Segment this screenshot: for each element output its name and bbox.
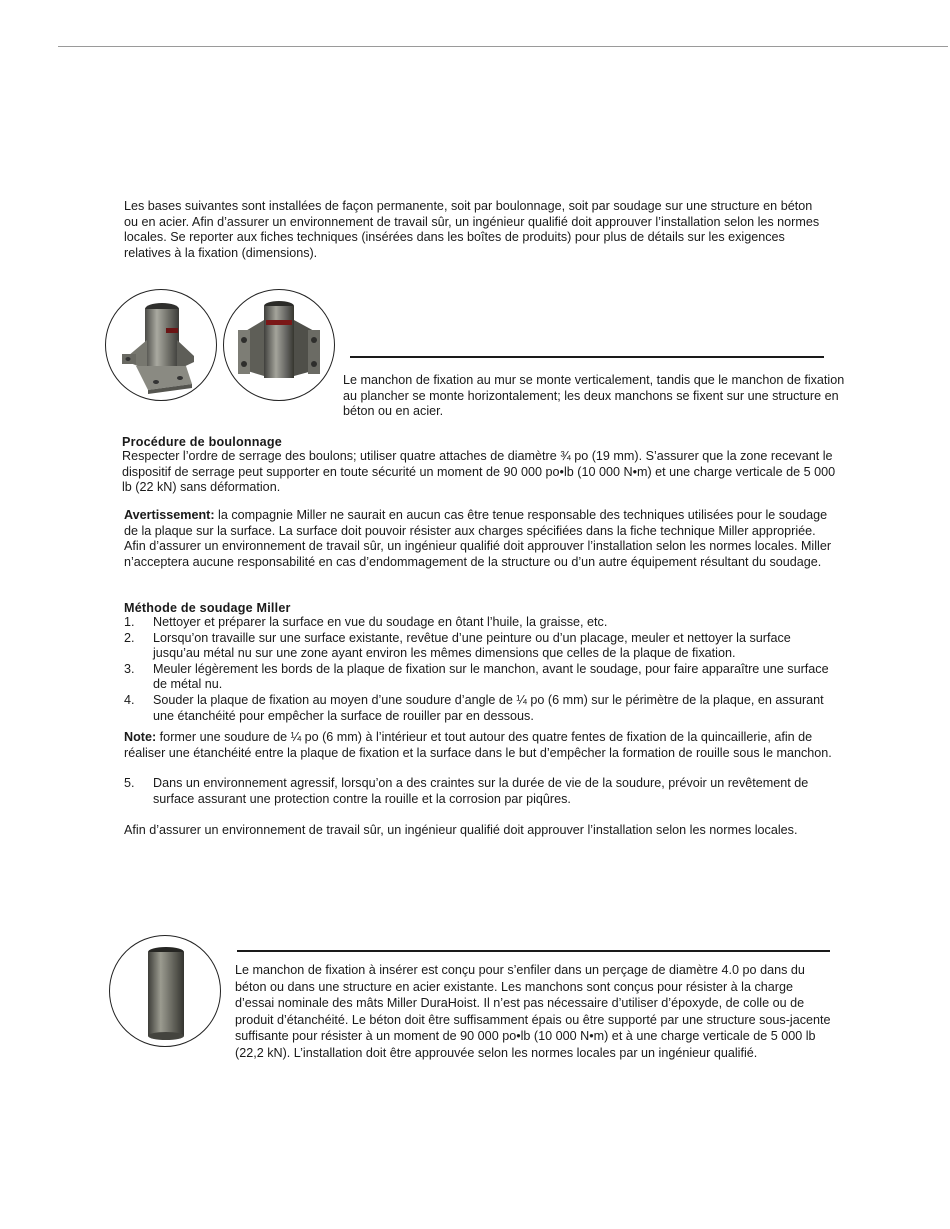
welding-steps — [124, 615, 832, 724]
intro-paragraph: Les bases suivantes sont installées de façon permanente, soit par boulonnage, soit par soudage sur une structure en béton ou en acier. Afin d’assurer un environnement de travail sûr, un ingénieur qualifié doit approuver l’installation selon les normes locales. Se reporter aux fiches techniques (insérées dans les boîtes de produits) pour plus de détails sur les exigences relatives à la fixation (dimensions). — [124, 199, 820, 260]
note-label: Note: — [124, 730, 157, 745]
floor-sleeve-illustration — [224, 290, 334, 400]
list-item: 4. Souder la plaque de fixation au moyen d’une soudure d’angle de ¼ po (6 mm) sur le périmètre de la plaque, en assurant une étanchéité pour empêcher la surface de rouiller par en dessous. — [124, 692, 824, 723]
wall-sleeve-image — [105, 289, 217, 401]
list-item: 3. Meuler légèrement les bords de la plaque de fixation sur le manchon, avant le soudage, pour faire apparaître une surface de métal nu. — [124, 661, 829, 692]
insert-caption: Le manchon de fixation à insérer est conçu pour s’enfiler dans un perçage de diamètre 4.0 po dans du béton ou dans une structure en acier existante. Les manchons sont conçus pour résister à la charge d’essai nominale des mâts Miller DuraHoist. Il n’est pas nécessaire d’utiliser d’époxyde, de colle ou de produit d’étanchéité. Le béton doit être suffisamment épais ou être supporté par une structure sous-jacente suffisante pour résister à un moment de 90 000 po•lb (10 000 N•m) et à une charge verticale de 5 000 lb (22,2 kN). L’installation doit être approuvée selon les normes locales par un ingénieur qualifié. — [235, 963, 831, 1060]
section-rule-insert — [237, 950, 830, 952]
section-rule-sleeves — [350, 356, 824, 358]
bolting-section — [122, 435, 844, 496]
welding-note — [124, 730, 832, 761]
welding-step-5 — [124, 776, 832, 807]
warning-label: Avertissement: — [124, 508, 215, 522]
floor-sleeve-image — [223, 289, 335, 401]
warning-paragraph — [124, 508, 836, 570]
list-item: 2. Lorsqu’on travaille sur une surface existante, revêtue d’une peinture ou d’un placage, meuler et nettoyer la surface jusqu’au métal nu sur une zone ayant environ les mêmes dimensions que celles de la plaque de fixation. — [124, 630, 791, 661]
list-item: 1. Nettoyer et préparer la surface en vue du soudage en ôtant l’huile, la graisse, etc. — [124, 615, 608, 629]
note-text: former une soudure de ¼ po (6 mm) à l’intérieur et tout autour des quatre fentes de fixation de la quincaillerie, afin de réaliser une étanchéité entre la plaque de fixation et la surface dans le but d’empêcher la formation de rouille sous le manchon. — [124, 730, 832, 760]
welding-heading: Méthode de soudage Miller — [124, 601, 291, 615]
welding-closing: Afin d’assurer un environnement de travail sûr, un ingénieur qualifié doit approuver l’installation selon les normes locales. — [124, 822, 798, 837]
insert-sleeve-illustration — [110, 936, 220, 1046]
list-item: 5. Dans un environnement agressif, lorsqu’on a des craintes sur la durée de vie de la soudure, prévoir un revêtement de surface assurant une protection contre la rouille et la corrosion par piqûres. — [124, 776, 809, 806]
bolting-heading: Procédure de boulonnage — [122, 435, 282, 449]
bolting-text: Respecter l’ordre de serrage des boulons; utiliser quatre attaches de diamètre ¾ po (19 mm). S’assurer que la zone recevant le dispositif de serrage peut supporter en toute sécurité un moment de 90 000 po•lb (10 000 N•m) et une charge verticale de 5 000 lb (22 kN) sans déformation. — [122, 449, 836, 495]
wall-sleeve-illustration — [106, 290, 216, 400]
sleeves-caption: Le manchon de fixation au mur se monte verticalement, tandis que le manchon de fixation au plancher se monte horizontalement; les deux manchons se fixent sur une structure en béton ou en acier. — [343, 373, 845, 419]
header-rule — [58, 46, 948, 47]
insert-sleeve-image — [109, 935, 221, 1047]
welding-section — [124, 601, 832, 838]
warning-text: la compagnie Miller ne saurait en aucun cas être tenue responsable des techniques utilisées pour le soudage de la plaque sur la surface. La surface doit pouvoir résister aux charges spécifiées dans la fiche technique Miller appropriée. Afin d’assurer un environnement de travail sûr, un ingénieur qualifié doit approuver l’installation selon les normes locales. Miller n’acceptera aucune responsabilité en cas d’endommagement de la structure ou d’un autre équipement résultant du soudage. — [124, 508, 832, 569]
